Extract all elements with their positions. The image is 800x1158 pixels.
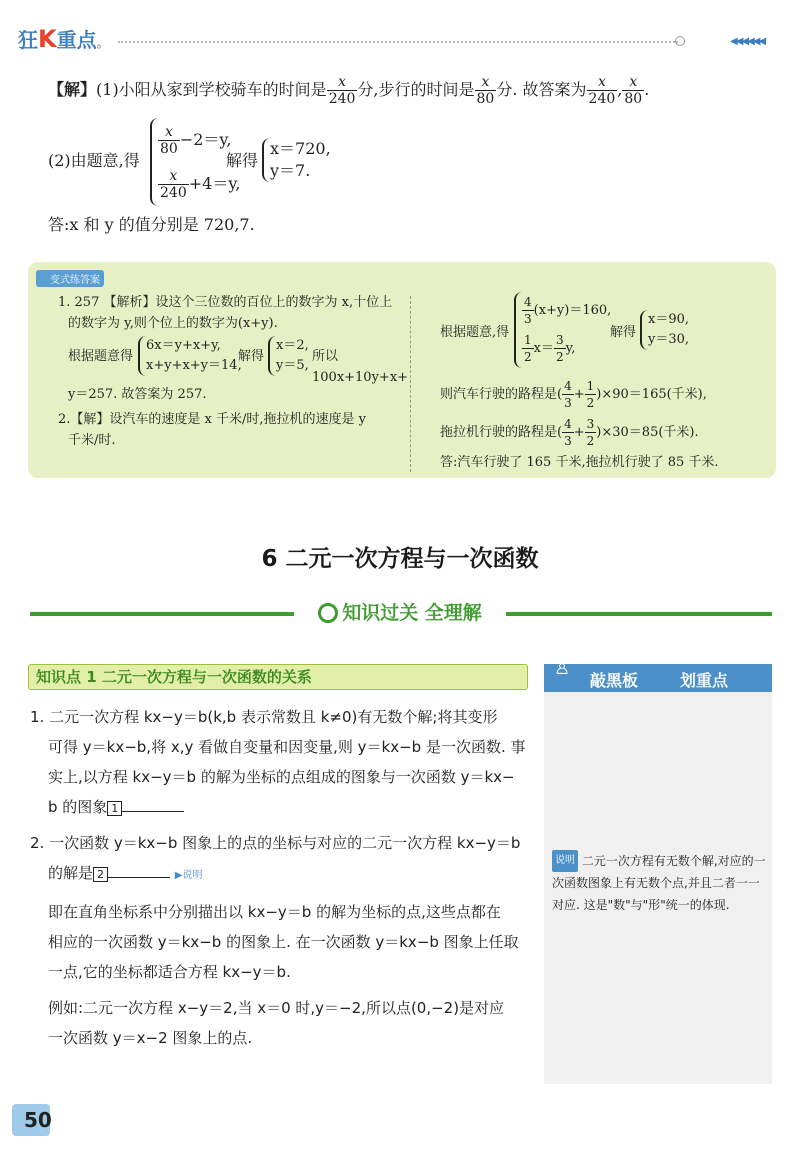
answer-fraction-2: $\frac{x}{80}$	[624, 74, 643, 107]
knowledge-point-label: 知识点 1 二元一次方程与一次函数的关系	[36, 668, 312, 686]
item1-line1: 1. 二元一次方程 kx−y＝b(k,b 表示常数且 k≠0)有无数个解;将其变形	[30, 708, 498, 726]
header-arrows-icon: ◀◀◀◀◀◀	[730, 36, 765, 47]
teacher-icon: ♙	[554, 658, 571, 679]
equation-1: $\frac{x}{80}$ −2＝y,	[160, 124, 232, 157]
practice-right-results	[440, 376, 770, 474]
para-line5: 一次函数 y＝x−2 图象上的点.	[48, 1029, 253, 1047]
header-circle-icon	[675, 36, 685, 46]
sidebar-title-a: 敲黑板	[590, 671, 639, 690]
logo-text-k: K	[38, 25, 57, 53]
car-distance: 则汽车行驶的路程是( $\frac{4}{3}$ + $\frac{1}{2}$ )×90＝165(千米),	[440, 379, 707, 410]
q1-line4: y＝257. 故答案为 257.	[68, 387, 207, 402]
refresh-icon	[318, 603, 338, 623]
sidebar-note	[552, 850, 770, 916]
logo-mark: 。	[96, 36, 109, 50]
sidebar-header	[544, 658, 772, 692]
note-link[interactable]: ▶说明	[174, 870, 203, 881]
tractor-distance: 拖拉机行驶的路程是( $\frac{4}{3}$ + $\frac{3}{2}$ )×30＝85(千米).	[440, 417, 699, 448]
blank-number-1: 1	[107, 801, 122, 816]
item1-line3: 实上,以方程 kx−y＝b 的解为坐标的点组成的图象与一次函数 y＝kx−	[48, 768, 515, 786]
practice-answer: 答:汽车行驶了 165 千米,拖拉机行驶了 85 千米.	[440, 455, 719, 470]
q2-line1: 2.【解】设汽车的速度是 x 千米/时,拖拉机的速度是 y	[58, 412, 366, 427]
solution-part1: 【解】(1)小阳从家到学校骑车的时间是 $\frac{x}{240}$ 分,步行的时间是 $\frac{x}{80}$ 分. 故答案为 $\frac{x}{240}$ , $\frac{x}{80}$ .	[48, 74, 650, 107]
q1-line2: 的数字为 y,则个位上的数字为(x+y).	[68, 316, 278, 331]
sidebar-text: 二元一次方程有无数个解,对应的一次函数图象上有无数个点,并且二者一一对应. 这是"数"与"形"统一的体现.	[552, 854, 766, 912]
sidebar-title-b: 划重点	[680, 671, 729, 690]
solution-text-b: 分,步行的时间是	[357, 80, 475, 99]
q1-system-line: 根据题意得 6x＝y+x+y, x+y+x+y＝14, 解得 x＝2, y＝5, 所以 100x+10y+x+	[68, 338, 409, 385]
banner-rule-left	[30, 612, 294, 616]
solve-word: 解得	[226, 151, 259, 170]
solution-result: x＝720, y＝7.	[262, 138, 331, 182]
item2-line1: 2. 一次函数 y＝kx−b 图象上的点的坐标与对应的二元一次方程 kx−y＝b	[30, 834, 521, 852]
equation-2: $\frac{x}{240}$ +4＝y,	[160, 168, 241, 201]
logo-text-b: 重点	[56, 28, 97, 52]
page-number: 50	[24, 1108, 52, 1132]
item2-line2: 的解是 2 ▶说明	[30, 858, 530, 891]
solution-text-c: 分. 故答案为	[496, 80, 587, 99]
para-line3: 一点,它的坐标都适合方程 kx−y＝b.	[48, 963, 291, 981]
fraction-x-240: $\frac{x}{240}$	[328, 74, 356, 107]
header-dotted-rule	[118, 41, 678, 43]
para-line4: 例如:二元一次方程 x−y＝2,当 x＝0 时,y＝−2,所以点(0,−2)是对应	[48, 999, 505, 1017]
q2-line2: 千米/时.	[68, 433, 116, 448]
practice-tag: 变式练答案	[36, 270, 104, 287]
q1-line1: 1. 257 【解析】设这个三位数的百位上的数字为 x,十位上	[58, 295, 393, 310]
item1-line4: b 的图象 1	[30, 792, 530, 822]
practice-left	[58, 292, 408, 451]
practice-right-system: 根据题意,得 $\frac{4}{3}$ (x+y)＝160, $\frac{1}{2}$ x＝ $\frac{3}{2}$ y, 解得 x＝90, y＝30,	[440, 292, 770, 374]
para-line2: 相应的一次函数 y＝kx−b 的图象上. 在一次函数 y＝kx−b 图象上任取	[48, 933, 519, 951]
para-line1: 即在直角坐标系中分别描出以 kx−y＝b 的解为坐标的点,这些点都在	[48, 903, 501, 921]
practice-divider	[410, 296, 411, 472]
answer-fraction-1: $\frac{x}{240}$	[588, 74, 616, 107]
logo	[18, 24, 109, 53]
section-title: 6 二元一次方程与一次函数	[261, 546, 539, 572]
item1-line2: 可得 y＝kx−b,将 x,y 看做自变量和因变量,则 y＝kx−b 是一次函数. 事	[48, 738, 526, 756]
solution-text-a: (1)小阳从家到学校骑车的时间是	[96, 80, 327, 99]
solution-answer: 答:x 和 y 的值分别是 720,7.	[48, 215, 255, 234]
fraction-x-80: $\frac{x}{80}$	[476, 74, 495, 107]
knowledge-body	[30, 702, 530, 1053]
logo-text-a: 狂	[18, 28, 38, 52]
solution-tag: 【解】	[48, 80, 97, 99]
fill-blank-1[interactable]	[122, 795, 184, 812]
solution-part2-lead: (2)由题意,得	[48, 151, 140, 170]
fill-blank-2[interactable]	[108, 861, 170, 878]
section-banner: 知识过关 全理解	[300, 598, 500, 625]
blank-number-2: 2	[93, 867, 108, 882]
banner-rule-right	[506, 612, 772, 616]
note-tag: 说明	[552, 850, 578, 872]
